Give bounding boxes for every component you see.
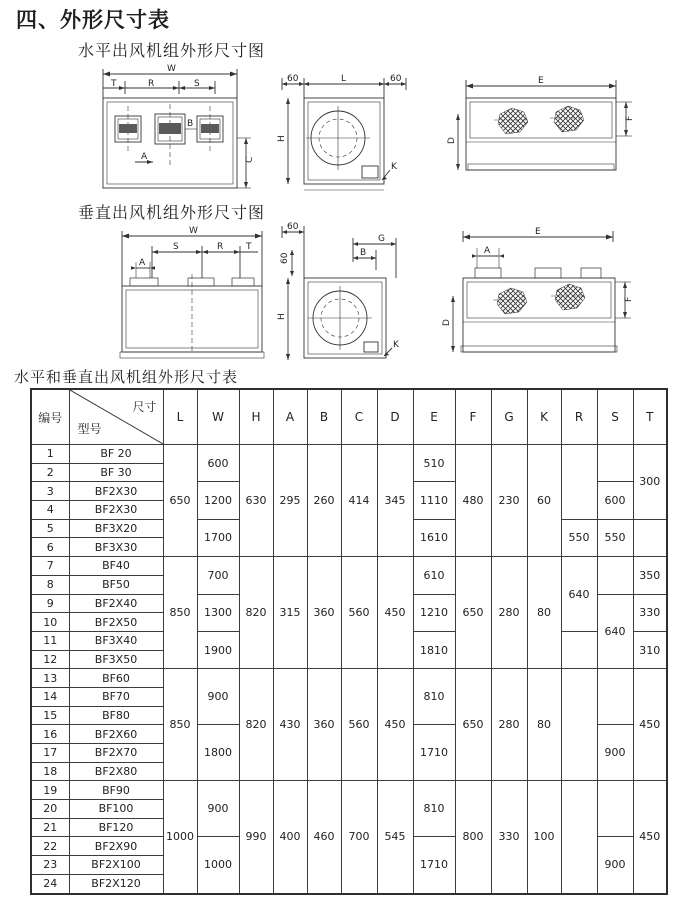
cell-dim-c: 560	[341, 669, 377, 781]
cell-dim-b: 460	[307, 781, 341, 894]
cell-dim-s	[597, 445, 633, 482]
dimension-table-header-row	[31, 389, 667, 445]
cell-row-number: 13	[31, 669, 69, 688]
cell-dim-a: 400	[273, 781, 307, 894]
col-header-l: L	[163, 389, 197, 445]
drawing-vertical-side-view	[278, 220, 413, 370]
cell-row-number: 4	[31, 501, 69, 520]
cell-dim-r	[561, 445, 597, 520]
cell-dim-e: 810	[413, 781, 455, 837]
cell-dim-s: 600	[597, 482, 633, 519]
dim-label-k: K	[393, 340, 399, 350]
dim-label-g: G	[378, 234, 385, 244]
cell-row-number: 22	[31, 837, 69, 856]
cell-row-number: 8	[31, 575, 69, 594]
cell-model: BF3X50	[69, 650, 163, 669]
cell-dim-w: 900	[197, 669, 239, 725]
cell-dim-s: 640	[597, 594, 633, 669]
cell-dim-g: 280	[491, 669, 527, 781]
dim-label-60-top: 60	[287, 222, 299, 232]
cell-dim-h: 820	[239, 557, 273, 669]
cell-row-number: 1	[31, 445, 69, 464]
cell-row-number: 3	[31, 482, 69, 501]
cell-row-number: 9	[31, 594, 69, 613]
cell-dim-f: 800	[455, 781, 491, 894]
cell-dim-w: 700	[197, 557, 239, 594]
cell-dim-k: 100	[527, 781, 561, 894]
dim-label-e: E	[535, 227, 541, 237]
cell-row-number: 19	[31, 781, 69, 800]
dim-label-60-left: 60	[287, 74, 299, 84]
cell-dim-w: 600	[197, 445, 239, 482]
drawing-vertical-front-view	[100, 226, 280, 366]
dim-label-w: W	[167, 64, 176, 74]
dim-label-f: F	[625, 115, 635, 121]
cell-dim-l: 850	[163, 669, 197, 781]
cell-row-number: 7	[31, 557, 69, 576]
table-row	[31, 445, 667, 464]
cell-dim-t: 330	[633, 594, 667, 631]
cell-model: BF60	[69, 669, 163, 688]
cell-dim-b: 260	[307, 445, 341, 557]
cell-dim-g: 330	[491, 781, 527, 894]
cell-dim-w: 900	[197, 781, 239, 837]
cell-model: BF 20	[69, 445, 163, 464]
cell-dim-e: 610	[413, 557, 455, 594]
dim-label-t: T	[246, 242, 252, 252]
dim-label-t: T	[111, 79, 117, 89]
cell-row-number: 5	[31, 519, 69, 538]
cell-dim-s: 900	[597, 725, 633, 781]
col-header-c: C	[341, 389, 377, 445]
cell-row-number: 10	[31, 613, 69, 632]
cell-dim-c: 560	[341, 557, 377, 669]
dim-label-s: S	[194, 79, 200, 89]
cell-model: BF2X120	[69, 874, 163, 893]
col-header-t: T	[633, 389, 667, 445]
cell-dim-t: 300	[633, 445, 667, 520]
dim-label-f: F	[624, 296, 634, 302]
cell-dim-h: 820	[239, 669, 273, 781]
cell-model: BF2X70	[69, 744, 163, 763]
table-row	[31, 557, 667, 576]
cell-dim-d: 450	[377, 557, 413, 669]
cell-model: BF2X80	[69, 762, 163, 781]
diag-label-model: 型号	[77, 422, 102, 436]
cell-row-number: 20	[31, 800, 69, 819]
cell-dim-w: 1000	[197, 837, 239, 894]
table-row	[31, 669, 667, 688]
cell-dim-s: 550	[597, 519, 633, 556]
cell-row-number: 2	[31, 463, 69, 482]
cell-model: BF3X40	[69, 631, 163, 650]
cell-dim-h: 990	[239, 781, 273, 894]
cell-model: BF2X40	[69, 594, 163, 613]
dim-label-a: A	[141, 152, 148, 162]
cell-dim-w: 1800	[197, 725, 239, 781]
cell-model: BF2X90	[69, 837, 163, 856]
cell-dim-t: 350	[633, 557, 667, 594]
cell-dim-r	[561, 669, 597, 781]
cell-dim-k: 80	[527, 557, 561, 669]
col-header-d: D	[377, 389, 413, 445]
cell-row-number: 16	[31, 725, 69, 744]
dim-label-k: K	[391, 162, 397, 172]
cell-dim-a: 295	[273, 445, 307, 557]
cell-dim-l: 650	[163, 445, 197, 557]
cell-dim-t: 310	[633, 631, 667, 668]
cell-row-number: 24	[31, 874, 69, 893]
dimension-table-body	[31, 445, 667, 894]
cell-model: BF2X30	[69, 501, 163, 520]
col-header-s: S	[597, 389, 633, 445]
dim-label-60-side: 60	[280, 252, 290, 264]
cell-dim-e: 510	[413, 445, 455, 482]
cell-dim-s	[597, 669, 633, 725]
col-header-f: F	[455, 389, 491, 445]
cell-dim-w: 1300	[197, 594, 239, 631]
col-header-k: K	[527, 389, 561, 445]
cell-dim-f: 650	[455, 669, 491, 781]
cell-dim-r: 550	[561, 519, 597, 556]
cell-model: BF2X50	[69, 613, 163, 632]
cell-dim-t: 450	[633, 781, 667, 894]
dimension-table	[30, 388, 668, 895]
cell-row-number: 6	[31, 538, 69, 557]
cell-dim-f: 480	[455, 445, 491, 557]
cell-dim-l: 1000	[163, 781, 197, 894]
cell-dim-d: 345	[377, 445, 413, 557]
dim-label-r: R	[217, 242, 224, 252]
cell-row-number: 15	[31, 706, 69, 725]
cell-dim-d: 545	[377, 781, 413, 894]
cell-dim-b: 360	[307, 557, 341, 669]
cell-dim-l: 850	[163, 557, 197, 669]
dim-label-h: H	[277, 135, 287, 142]
col-header-no: 编号	[31, 389, 69, 445]
cell-model: BF40	[69, 557, 163, 576]
dim-label-h: H	[277, 313, 287, 320]
cell-dim-g: 230	[491, 445, 527, 557]
caption-horizontal-unit: 水平出风机组外形尺寸图	[78, 41, 266, 60]
dim-label-60-right: 60	[390, 74, 402, 84]
cell-dim-t: 450	[633, 669, 667, 781]
dim-label-e: E	[538, 76, 544, 86]
col-header-a: A	[273, 389, 307, 445]
cell-model: BF 30	[69, 463, 163, 482]
cell-dim-e: 1810	[413, 631, 455, 668]
cell-dim-e: 810	[413, 669, 455, 725]
caption-vertical-unit: 垂直出风机组外形尺寸图	[78, 203, 266, 222]
col-header-e: E	[413, 389, 455, 445]
cell-model: BF90	[69, 781, 163, 800]
cell-row-number: 14	[31, 687, 69, 706]
dim-label-l: L	[341, 74, 347, 84]
cell-model: BF70	[69, 687, 163, 706]
cell-row-number: 21	[31, 818, 69, 837]
col-header-b: B	[307, 389, 341, 445]
col-header-r: R	[561, 389, 597, 445]
cell-dim-a: 315	[273, 557, 307, 669]
cell-model: BF120	[69, 818, 163, 837]
cell-dim-w: 1200	[197, 482, 239, 519]
cell-model: BF2X100	[69, 856, 163, 875]
col-header-model-size	[69, 389, 163, 445]
cell-row-number: 12	[31, 650, 69, 669]
dim-label-d: D	[442, 319, 452, 326]
cell-dim-k: 80	[527, 669, 561, 781]
dim-label-s: S	[173, 242, 179, 252]
cell-dim-r	[561, 781, 597, 894]
col-header-g: G	[491, 389, 527, 445]
cell-dim-w: 1900	[197, 631, 239, 668]
cell-dim-f: 650	[455, 557, 491, 669]
cell-row-number: 17	[31, 744, 69, 763]
cell-model: BF2X60	[69, 725, 163, 744]
cell-model: BF50	[69, 575, 163, 594]
page-title: 四、外形尺寸表	[16, 8, 170, 32]
col-header-h: H	[239, 389, 273, 445]
cell-dim-e: 1610	[413, 519, 455, 556]
dim-label-d: D	[447, 137, 457, 144]
cell-model: BF80	[69, 706, 163, 725]
drawing-horizontal-side-view	[278, 72, 413, 197]
drawing-horizontal-front-view	[85, 60, 255, 195]
cell-dim-r	[561, 631, 597, 668]
drawing-vertical-rear-view	[443, 226, 643, 371]
dim-label-b: B	[187, 119, 194, 129]
cell-model: BF100	[69, 800, 163, 819]
table-row	[31, 781, 667, 800]
cell-dim-s	[597, 557, 633, 594]
cell-dim-g: 280	[491, 557, 527, 669]
cell-dim-c: 414	[341, 445, 377, 557]
dim-label-c: C	[245, 156, 255, 163]
cell-dim-b: 360	[307, 669, 341, 781]
cell-row-number: 11	[31, 631, 69, 650]
cell-dim-t	[633, 519, 667, 556]
cell-dim-e: 1710	[413, 725, 455, 781]
cell-model: BF3X30	[69, 538, 163, 557]
cell-dim-d: 450	[377, 669, 413, 781]
cell-dim-w: 1700	[197, 519, 239, 556]
dim-label-b: B	[360, 248, 367, 258]
cell-dim-e: 1210	[413, 594, 455, 631]
dim-label-r: R	[148, 79, 155, 89]
cell-dim-s: 900	[597, 837, 633, 894]
cell-model: BF3X20	[69, 519, 163, 538]
dim-label-a: A	[484, 246, 491, 256]
dim-label-a: A	[139, 258, 146, 268]
cell-row-number: 18	[31, 762, 69, 781]
cell-dim-e: 1710	[413, 837, 455, 894]
cell-dim-h: 630	[239, 445, 273, 557]
cell-dim-c: 700	[341, 781, 377, 894]
dim-label-w: W	[189, 226, 198, 236]
drawing-horizontal-rear-view	[448, 76, 638, 191]
cell-dim-s	[597, 781, 633, 837]
cell-dim-a: 430	[273, 669, 307, 781]
cell-row-number: 23	[31, 856, 69, 875]
diag-label-size: 尺寸	[132, 400, 157, 414]
caption-dimension-table: 水平和垂直出风机组外形尺寸表	[14, 368, 239, 386]
cell-dim-k: 60	[527, 445, 561, 557]
cell-dim-r: 640	[561, 557, 597, 632]
cell-model: BF2X30	[69, 482, 163, 501]
col-header-w: W	[197, 389, 239, 445]
cell-dim-e: 1110	[413, 482, 455, 519]
